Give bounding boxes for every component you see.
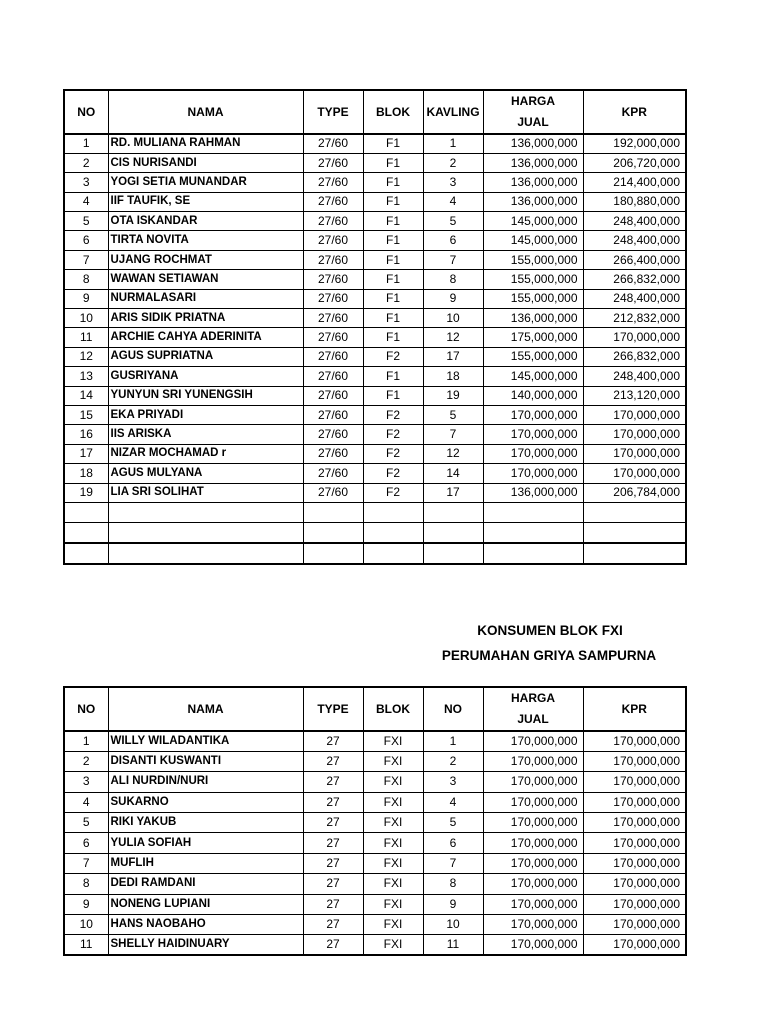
header-harga-jual [483,687,583,731]
table-row [64,270,686,289]
cell-type: 27/60 [303,289,363,308]
cell-type: 27 [303,853,363,873]
cell-kavling: 1 [423,731,483,751]
cell-kpr: 206,720,000 [583,153,686,172]
section-subtitle: PERUMAHAN GRIYA SAMPURNA [441,648,657,663]
cell-nama: IIF TAUFIK, SE [108,192,303,211]
cell-harga-jual: 175,000,000 [483,328,583,347]
cell-harga-jual: 136,000,000 [483,192,583,211]
cell-no: 10 [64,309,108,328]
cell-nama: NONENG LUPIANI [108,894,303,914]
header-no-kavling: NO [423,687,483,731]
cell-blok: FXI [363,915,423,935]
table-row [64,386,686,405]
table-row [64,192,686,211]
empty-cell [423,522,483,543]
cell-kavling: 7 [423,250,483,269]
header-type: TYPE [303,687,363,731]
cell-nama: WAWAN SETIAWAN [108,270,303,289]
table-header-row [64,687,686,731]
cell-no: 14 [64,386,108,405]
cell-kavling: 5 [423,212,483,231]
cell-kpr: 180,880,000 [583,192,686,211]
cell-kavling: 5 [423,813,483,833]
table-row [64,915,686,935]
cell-type: 27/60 [303,309,363,328]
cell-kavling: 9 [423,289,483,308]
table-row [64,289,686,308]
cell-kavling: 18 [423,367,483,386]
empty-cell [483,502,583,522]
cell-nama: NURMALASARI [108,289,303,308]
table-row [64,367,686,386]
cell-nama: SHELLY HAIDINUARY [108,935,303,955]
cell-type: 27/60 [303,405,363,424]
cell-kavling: 17 [423,483,483,502]
cell-nama: AGUS SUPRIATNA [108,347,303,366]
cell-kavling: 3 [423,173,483,192]
cell-harga-jual: 145,000,000 [483,367,583,386]
cell-harga-jual: 170,000,000 [483,894,583,914]
header-harga-line2: JUAL [517,712,549,726]
cell-harga-jual: 170,000,000 [483,792,583,812]
table-row [64,250,686,269]
cell-nama: YULIA SOFIAH [108,833,303,853]
header-blok: BLOK [363,687,423,731]
cell-kavling: 8 [423,270,483,289]
cell-kavling: 12 [423,328,483,347]
cell-harga-jual: 170,000,000 [483,464,583,483]
cell-no: 6 [64,231,108,250]
empty-cell [583,543,686,564]
cell-blok: F2 [363,425,423,444]
cell-harga-jual: 136,000,000 [483,153,583,172]
cell-no: 10 [64,915,108,935]
cell-no: 9 [64,289,108,308]
empty-cell [423,543,483,564]
cell-kavling: 11 [423,935,483,955]
cell-no: 5 [64,212,108,231]
table-row [64,444,686,463]
table-row [64,853,686,873]
cell-blok: F2 [363,347,423,366]
cell-nama: UJANG ROCHMAT [108,250,303,269]
table-row [64,231,686,250]
cell-nama: DISANTI KUSWANTI [108,751,303,771]
section-title: KONSUMEN BLOK FXI [477,623,623,638]
cell-blok: F2 [363,405,423,424]
empty-cell [64,543,108,564]
cell-blok: F1 [363,328,423,347]
cell-type: 27/60 [303,464,363,483]
cell-harga-jual: 170,000,000 [483,915,583,935]
cell-nama: YOGI SETIA MUNANDAR [108,173,303,192]
cell-type: 27/60 [303,173,363,192]
cell-kpr: 213,120,000 [583,386,686,405]
empty-cell [108,522,303,543]
cell-nama: WILLY WILADANTIKA [108,731,303,751]
cell-blok: FXI [363,853,423,873]
cell-harga-jual: 136,000,000 [483,173,583,192]
cell-kpr: 170,000,000 [583,915,686,935]
cell-no: 18 [64,464,108,483]
table-row [64,751,686,771]
cell-nama: TIRTA NOVITA [108,231,303,250]
table-row [64,792,686,812]
table-row [64,347,686,366]
cell-kpr: 266,832,000 [583,347,686,366]
cell-blok: F1 [363,231,423,250]
cell-kavling: 9 [423,894,483,914]
empty-row [64,502,686,522]
cell-harga-jual: 170,000,000 [483,833,583,853]
cell-kpr: 170,000,000 [583,935,686,955]
cell-no: 7 [64,853,108,873]
cell-harga-jual: 170,000,000 [483,772,583,792]
cell-kavling: 6 [423,231,483,250]
cell-kpr: 212,832,000 [583,309,686,328]
cell-type: 27 [303,894,363,914]
cell-harga-jual: 136,000,000 [483,309,583,328]
cell-kpr: 170,000,000 [583,464,686,483]
cell-kavling: 10 [423,915,483,935]
table-row [64,212,686,231]
cell-harga-jual: 170,000,000 [483,853,583,873]
empty-cell [423,502,483,522]
cell-harga-jual: 155,000,000 [483,289,583,308]
cell-kpr: 170,000,000 [583,751,686,771]
table-row [64,874,686,894]
cell-harga-jual: 136,000,000 [483,134,583,153]
cell-no: 17 [64,444,108,463]
table-header-row [64,90,686,134]
cell-no: 11 [64,328,108,347]
cell-kpr: 170,000,000 [583,328,686,347]
cell-type: 27 [303,792,363,812]
cell-kpr: 206,784,000 [583,483,686,502]
header-no: NO [64,90,108,134]
cell-kavling: 2 [423,751,483,771]
empty-cell [483,522,583,543]
cell-no: 7 [64,250,108,269]
cell-type: 27/60 [303,328,363,347]
cell-nama: YUNYUN SRI YUNENGSIH [108,386,303,405]
cell-blok: F2 [363,444,423,463]
cell-no: 3 [64,772,108,792]
konsumen-table-blok-f [63,89,687,565]
cell-harga-jual: 170,000,000 [483,874,583,894]
header-nama: NAMA [108,687,303,731]
cell-no: 1 [64,731,108,751]
table-row [64,173,686,192]
cell-blok: F2 [363,483,423,502]
cell-nama: RIKI YAKUB [108,813,303,833]
cell-type: 27/60 [303,367,363,386]
cell-no: 2 [64,751,108,771]
cell-type: 27/60 [303,444,363,463]
cell-type: 27 [303,751,363,771]
cell-harga-jual: 170,000,000 [483,405,583,424]
cell-kpr: 170,000,000 [583,894,686,914]
header-harga-line1: HARGA [511,691,555,705]
empty-cell [583,502,686,522]
cell-type: 27/60 [303,347,363,366]
table-row [64,483,686,502]
cell-harga-jual: 170,000,000 [483,425,583,444]
cell-type: 27/60 [303,153,363,172]
cell-type: 27/60 [303,212,363,231]
cell-kpr: 266,400,000 [583,250,686,269]
cell-type: 27/60 [303,483,363,502]
cell-kpr: 248,400,000 [583,289,686,308]
cell-nama: AGUS MULYANA [108,464,303,483]
table-row [64,464,686,483]
cell-harga-jual: 170,000,000 [483,751,583,771]
cell-harga-jual: 145,000,000 [483,231,583,250]
cell-kpr: 170,000,000 [583,425,686,444]
cell-kavling: 4 [423,192,483,211]
cell-kpr: 266,832,000 [583,270,686,289]
header-harga-line2: JUAL [517,115,549,129]
cell-kavling: 2 [423,153,483,172]
header-type: TYPE [303,90,363,134]
cell-nama: RD. MULIANA RAHMAN [108,134,303,153]
cell-nama: GUSRIYANA [108,367,303,386]
cell-kpr: 170,000,000 [583,444,686,463]
cell-blok: F1 [363,153,423,172]
table-row [64,935,686,955]
cell-blok: F1 [363,250,423,269]
cell-no: 2 [64,153,108,172]
cell-kpr: 170,000,000 [583,853,686,873]
cell-nama: HANS NAOBAHO [108,915,303,935]
cell-type: 27/60 [303,231,363,250]
cell-nama: MUFLIH [108,853,303,873]
cell-no: 13 [64,367,108,386]
cell-blok: FXI [363,772,423,792]
empty-row [64,522,686,543]
cell-type: 27 [303,935,363,955]
cell-no: 16 [64,425,108,444]
cell-type: 27/60 [303,386,363,405]
cell-no: 4 [64,192,108,211]
cell-kavling: 17 [423,347,483,366]
table-row [64,731,686,751]
empty-cell [363,543,423,564]
cell-nama: ARCHIE CAHYA ADERINITA [108,328,303,347]
cell-nama: ALI NURDIN/NURI [108,772,303,792]
cell-kpr: 248,400,000 [583,231,686,250]
cell-blok: F1 [363,192,423,211]
cell-harga-jual: 155,000,000 [483,270,583,289]
cell-harga-jual: 170,000,000 [483,731,583,751]
cell-blok: FXI [363,833,423,853]
header-blok: BLOK [363,90,423,134]
table-row [64,153,686,172]
table-row [64,309,686,328]
table-row [64,813,686,833]
cell-harga-jual: 155,000,000 [483,250,583,269]
table-row [64,833,686,853]
cell-kpr: 170,000,000 [583,731,686,751]
empty-cell [64,502,108,522]
cell-type: 27/60 [303,134,363,153]
empty-cell [64,522,108,543]
header-kpr: KPR [583,687,686,731]
cell-blok: FXI [363,792,423,812]
cell-type: 27/60 [303,250,363,269]
empty-cell [303,522,363,543]
cell-blok: F1 [363,134,423,153]
cell-nama: CIS NURISANDI [108,153,303,172]
table-row [64,405,686,424]
cell-blok: FXI [363,751,423,771]
cell-blok: F1 [363,270,423,289]
table-row [64,894,686,914]
cell-nama: ARIS SIDIK PRIATNA [108,309,303,328]
cell-nama: IIS ARISKA [108,425,303,444]
cell-blok: FXI [363,935,423,955]
cell-kavling: 5 [423,405,483,424]
cell-kpr: 170,000,000 [583,874,686,894]
cell-type: 27 [303,731,363,751]
konsumen-table-blok-fxi [63,686,687,956]
cell-kpr: 170,000,000 [583,792,686,812]
cell-blok: FXI [363,894,423,914]
cell-harga-jual: 170,000,000 [483,935,583,955]
cell-type: 27 [303,874,363,894]
cell-kpr: 170,000,000 [583,813,686,833]
cell-harga-jual: 170,000,000 [483,813,583,833]
cell-nama: NIZAR MOCHAMAD r [108,444,303,463]
header-kavling: KAVLING [423,90,483,134]
header-nama: NAMA [108,90,303,134]
cell-kpr: 214,400,000 [583,173,686,192]
cell-blok: F1 [363,212,423,231]
cell-no: 12 [64,347,108,366]
cell-kpr: 170,000,000 [583,405,686,424]
empty-cell [363,522,423,543]
cell-kavling: 8 [423,874,483,894]
cell-no: 19 [64,483,108,502]
cell-harga-jual: 170,000,000 [483,444,583,463]
cell-nama: OTA ISKANDAR [108,212,303,231]
cell-nama: LIA SRI SOLIHAT [108,483,303,502]
cell-type: 27 [303,772,363,792]
cell-kavling: 12 [423,444,483,463]
table-row [64,772,686,792]
header-harga-jual [483,90,583,134]
header-kpr: KPR [583,90,686,134]
cell-blok: FXI [363,731,423,751]
cell-type: 27/60 [303,270,363,289]
cell-kpr: 192,000,000 [583,134,686,153]
cell-kavling: 3 [423,772,483,792]
cell-blok: F1 [363,173,423,192]
cell-kpr: 248,400,000 [583,367,686,386]
empty-cell [108,543,303,564]
cell-harga-jual: 155,000,000 [483,347,583,366]
cell-no: 8 [64,874,108,894]
empty-cell [303,543,363,564]
header-harga-line1: HARGA [511,94,555,108]
cell-nama: DEDI RAMDANI [108,874,303,894]
empty-cell [363,502,423,522]
cell-nama: EKA PRIYADI [108,405,303,424]
cell-no: 1 [64,134,108,153]
cell-blok: F1 [363,289,423,308]
cell-kavling: 7 [423,853,483,873]
cell-type: 27/60 [303,192,363,211]
cell-kpr: 170,000,000 [583,833,686,853]
cell-kpr: 170,000,000 [583,772,686,792]
table-row [64,425,686,444]
cell-no: 9 [64,894,108,914]
cell-harga-jual: 145,000,000 [483,212,583,231]
cell-kavling: 4 [423,792,483,812]
cell-type: 27 [303,833,363,853]
cell-no: 5 [64,813,108,833]
cell-blok: F1 [363,309,423,328]
header-no: NO [64,687,108,731]
cell-blok: F1 [363,367,423,386]
cell-kavling: 10 [423,309,483,328]
cell-nama: SUKARNO [108,792,303,812]
cell-blok: FXI [363,813,423,833]
cell-type: 27 [303,915,363,935]
cell-no: 6 [64,833,108,853]
cell-kpr: 248,400,000 [583,212,686,231]
cell-type: 27 [303,813,363,833]
cell-kavling: 19 [423,386,483,405]
cell-type: 27/60 [303,425,363,444]
cell-no: 15 [64,405,108,424]
cell-no: 3 [64,173,108,192]
cell-kavling: 7 [423,425,483,444]
cell-kavling: 1 [423,134,483,153]
cell-no: 8 [64,270,108,289]
cell-blok: FXI [363,874,423,894]
cell-blok: F2 [363,464,423,483]
cell-harga-jual: 140,000,000 [483,386,583,405]
cell-kavling: 14 [423,464,483,483]
cell-no: 4 [64,792,108,812]
table-row [64,134,686,153]
cell-kavling: 6 [423,833,483,853]
empty-cell [303,502,363,522]
cell-harga-jual: 136,000,000 [483,483,583,502]
empty-row [64,543,686,564]
cell-no: 11 [64,935,108,955]
empty-cell [583,522,686,543]
cell-blok: F1 [363,386,423,405]
table-row [64,328,686,347]
empty-cell [108,502,303,522]
empty-cell [483,543,583,564]
